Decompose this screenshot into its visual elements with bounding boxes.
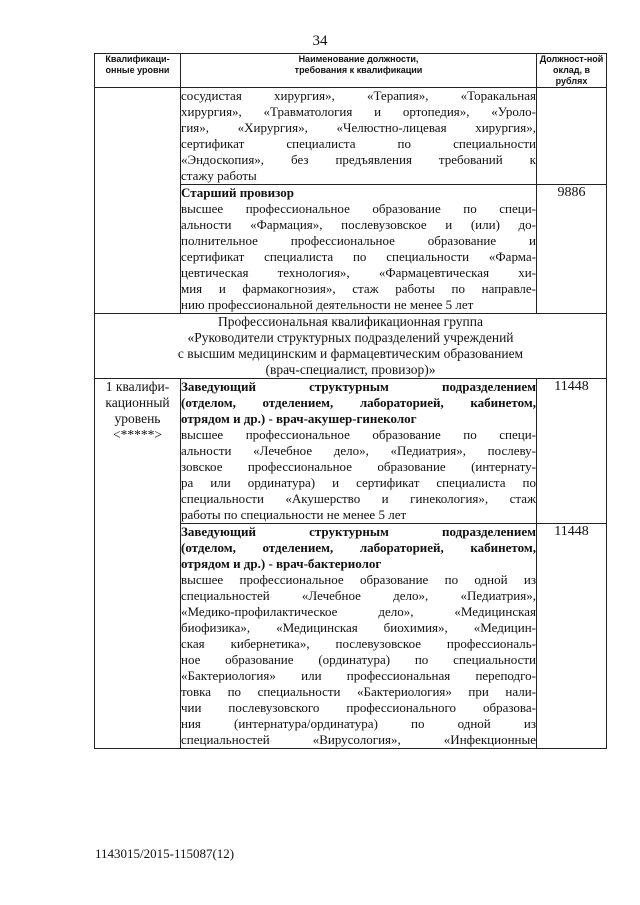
empty-salary-cell <box>537 88 607 185</box>
text-line: высшее профессиональное образование по одной из <box>181 572 536 587</box>
text-line: «Эндоскопия», без предъявления требований к <box>181 152 536 167</box>
text-line: цевтическая технология», «Фармацевтическая хи- <box>181 265 536 280</box>
header-qualification-levels: Квалификаци-онные уровни <box>95 54 181 88</box>
level-line: кационный <box>105 395 170 410</box>
group-header-line: Профессиональная квалификационная группа <box>218 314 483 329</box>
position-title-line: (отделом, отделением, лабораторией, кабинетом, <box>181 395 536 410</box>
header-position-name <box>181 54 537 88</box>
position-title-line: отрядом и др.) - врач-бактериолог <box>181 556 382 571</box>
text-line: альности «Лечебное дело», «Педиатрия», послеву- <box>181 443 536 458</box>
text-line: специальностей «Вирусология», «Инфекционные <box>181 732 536 747</box>
text-line: чии послевузовского профессионального образова- <box>181 700 536 715</box>
position-title-line: отрядом и др.) - врач-акушер-гинеколог <box>181 411 417 426</box>
qualification-table <box>94 53 607 749</box>
table-row-group-header <box>95 314 607 379</box>
position-title-line: (отделом, отделением, лабораторией, кабинетом, <box>181 540 536 555</box>
salary-value: 11448 <box>537 524 607 749</box>
header-salary: Должност-ной оклад, в рублях <box>537 54 607 88</box>
group-header-line: (врач-специалист, провизор)» <box>265 362 436 377</box>
position-title-line: Заведующий структурным подразделением <box>181 524 536 539</box>
text-line: ра или ординатура) и сертификат специалиста по <box>181 475 536 490</box>
text-line: мия и фармакогнозия», стаж работы по направле- <box>181 281 536 296</box>
level-line: 1 квалифи- <box>105 379 170 394</box>
text-line: работы по специальности не менее 5 лет <box>181 507 407 522</box>
page-number: 34 <box>312 33 328 49</box>
text-line: ская кибернетика», послевузовское профессиональ- <box>181 636 536 651</box>
header-position-line2: требования к квалификации <box>294 65 423 75</box>
text-line: ное образование (ординатура) по специальности <box>181 652 536 667</box>
empty-level-cell <box>95 88 181 314</box>
position-title-line: Заведующий структурным подразделением <box>181 379 536 394</box>
text-line: полнительное профессиональное образование и <box>181 233 536 248</box>
text-line: сертификат специалиста по специальности <box>181 136 536 151</box>
table-row-head-obgyn <box>95 379 607 524</box>
text-line: товка по специальности «Бактериология» при нали- <box>181 684 536 699</box>
group-header-line: «Руководители структурных подразделений учреждений <box>187 330 514 345</box>
senior-provisor-cell <box>181 185 537 314</box>
salary-value: 11448 <box>537 379 607 524</box>
text-line: хирургия», «Травматология и ортопедия», «Уроло- <box>181 104 536 119</box>
text-line: гия», «Хирургия», «Челюстно-лицевая хирургия», <box>181 120 536 135</box>
head-obgyn-cell <box>181 379 537 524</box>
qualification-level-cell <box>95 379 181 749</box>
text-line: сертификат специалиста по специальности «Фарма- <box>181 249 536 264</box>
salary-value: 9886 <box>537 185 607 314</box>
table-row-continuation <box>95 88 607 185</box>
header-position-line1: Наименование должности, <box>298 54 419 64</box>
text-line: специальностей «Лечебное дело», «Педиатрия», <box>181 588 536 603</box>
text-line: ния (интернатура/ординатура) по одной из <box>181 716 536 731</box>
head-bacteriologist-cell <box>181 524 537 749</box>
text-line: альности «Фармация», послевузовское и (или) до- <box>181 217 536 232</box>
text-line: высшее профессиональное образование по специ- <box>181 427 536 442</box>
document-code: 1143015/2015-115087(12) <box>95 846 235 861</box>
continuation-text <box>181 88 537 185</box>
group-header <box>95 314 607 379</box>
text-line: «Медико-профилактическое дело», «Медицинская <box>181 604 536 619</box>
text-line: нию профессиональной деятельности не менее 5 лет <box>181 297 474 312</box>
level-line: уровень <box>114 411 161 426</box>
position-title: Старший провизор <box>181 185 294 200</box>
text-line: «Бактериология» или профессиональная переподго- <box>181 668 536 683</box>
table-header-row <box>95 54 607 88</box>
text-line: зовское профессиональное образование (интернату- <box>181 459 536 474</box>
text-line: сосудистая хирургия», «Терапия», «Торакальная <box>181 88 536 103</box>
text-line: стажу работы <box>181 168 257 183</box>
text-line: специальности «Акушерство и гинекология», стаж <box>181 491 536 506</box>
level-line: <*****> <box>113 427 162 442</box>
group-header-line: с высшим медицинским и фармацевтическим образованием <box>177 346 524 361</box>
text-line: высшее профессиональное образование по специ- <box>181 201 536 216</box>
text-line: биофизика», «Медицинская биохимия», «Медицин- <box>181 620 536 635</box>
